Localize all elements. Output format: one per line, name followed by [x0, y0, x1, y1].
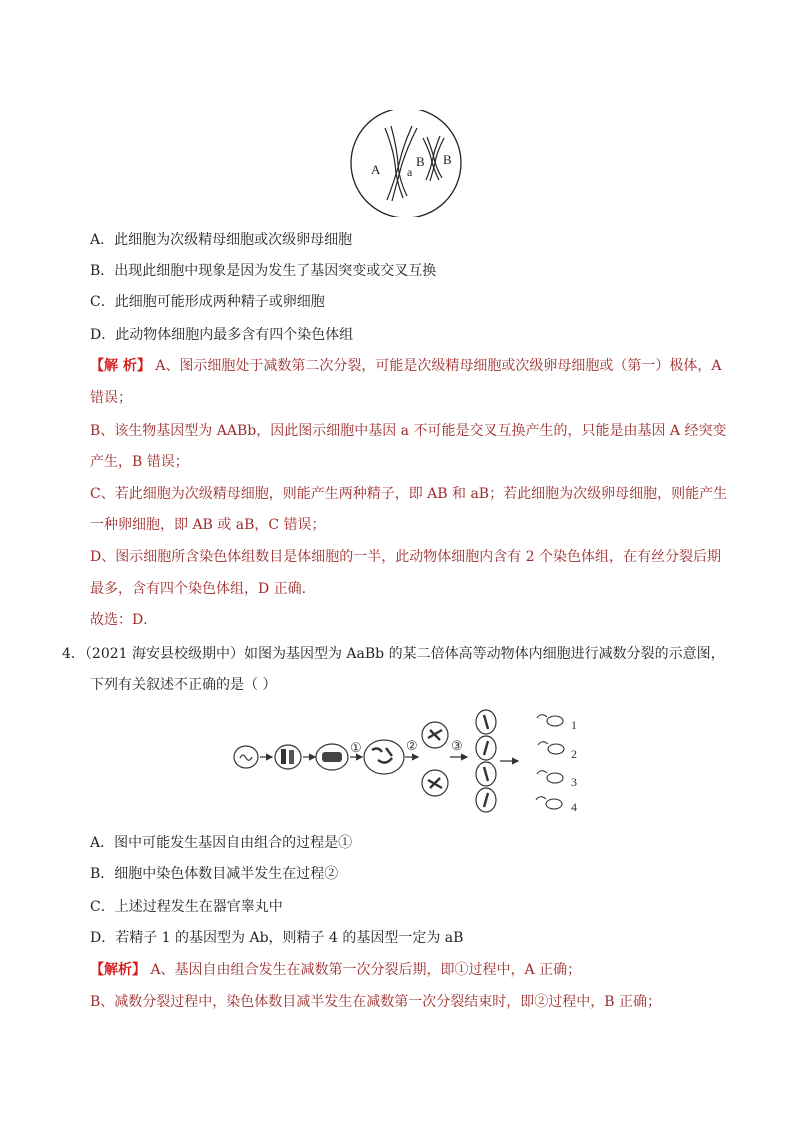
- q4-option-c: C．上述过程发生在器官睾丸中: [90, 899, 283, 915]
- step-1-label: ①: [350, 740, 362, 755]
- q4-stem-line1: 4．（2021 海安县校级期中）如图为基因型为 AaBb 的某二倍体高等动物体内细胞进行减数分裂的示意图，: [62, 646, 725, 662]
- q4-analysis-b: B、减数分裂过程中，染色体数目减半发生在减数第一次分裂结束时，即②过程中，B 正确；: [90, 994, 662, 1010]
- q3-answer: 故选：D．: [90, 612, 158, 628]
- gene-label-A: A: [371, 162, 381, 177]
- q3-analysis-tag: 【解 析】: [90, 358, 151, 374]
- q3-analysis-c-line1: C、若此细胞为次级精母细胞，则能产生两种精子，即 AB 和 aB；若此细胞为次级卵母细胞，则能产生: [90, 486, 728, 502]
- q3-option-a: A．此细胞为次级精母细胞或次级卵母细胞: [90, 232, 353, 248]
- meiosis-diagram: [232, 708, 592, 813]
- q3-option-c: C．此细胞可能形成两种精子或卵细胞: [90, 294, 325, 310]
- q3-analysis-d-line2: 最多，含有四个染色体组，D 正确.: [90, 581, 307, 597]
- q3-option-d: D．此动物体细胞内最多含有四个染色体组: [90, 327, 354, 343]
- sperm-label-3: 3: [571, 775, 577, 789]
- step-3-label: ③: [451, 738, 463, 753]
- q4-stem-line2: 下列有关叙述不正确的是（ ）: [90, 677, 277, 693]
- q3-analysis-a-text: A、图示细胞处于减数第二次分裂，可能是次级精母细胞或次级卵母细胞或（第一）极体，A: [150, 358, 722, 374]
- gene-label-B-right: B: [443, 152, 452, 167]
- sperm-label-4: 4: [571, 800, 577, 813]
- sperm-label-2: 2: [571, 747, 577, 761]
- gene-label-a: a: [407, 165, 413, 179]
- q4-analysis-a-text: A、基因自由组合发生在减数第一次分裂后期，即①过程中，A 正确；: [146, 962, 582, 978]
- cell-diagram: [349, 110, 464, 217]
- q4-option-d: D．若精子 1 的基因型为 Ab，则精子 4 的基因型一定为 aB: [90, 930, 464, 946]
- q3-analysis-d-line1: D、图示细胞所含染色体组数目是体细胞的一半，此动物体细胞内含有 2 个染色体组，在有丝分裂后期: [90, 549, 722, 565]
- q4-option-b: B．细胞中染色体数目减半发生在过程②: [90, 866, 339, 882]
- gene-label-B-left: B: [416, 154, 425, 169]
- q3-analysis-a-line1: [90, 357, 722, 375]
- q3-analysis-a-line2: 错误；: [90, 390, 132, 406]
- q3-analysis-c-line2: 一种卵细胞，即 AB 或 aB，C 错误；: [90, 517, 326, 533]
- q3-analysis-b-line1: B、该生物基因型为 AABb，因此图示细胞中基因 a 不可能是交叉互换产生的，只能是由基因 A 经突变: [90, 423, 727, 439]
- sperm-label-1: 1: [571, 718, 577, 732]
- q4-analysis-a: [90, 961, 581, 979]
- q4-analysis-tag: 【解析】: [90, 962, 146, 978]
- q4-option-a: A．图中可能发生基因自由组合的过程是①: [90, 835, 353, 851]
- q3-analysis-b-line2: 产生，B 错误；: [90, 454, 189, 470]
- q3-option-b: B．出现此细胞中现象是因为发生了基因突变或交叉互换: [90, 263, 437, 279]
- step-2-label: ②: [406, 738, 418, 753]
